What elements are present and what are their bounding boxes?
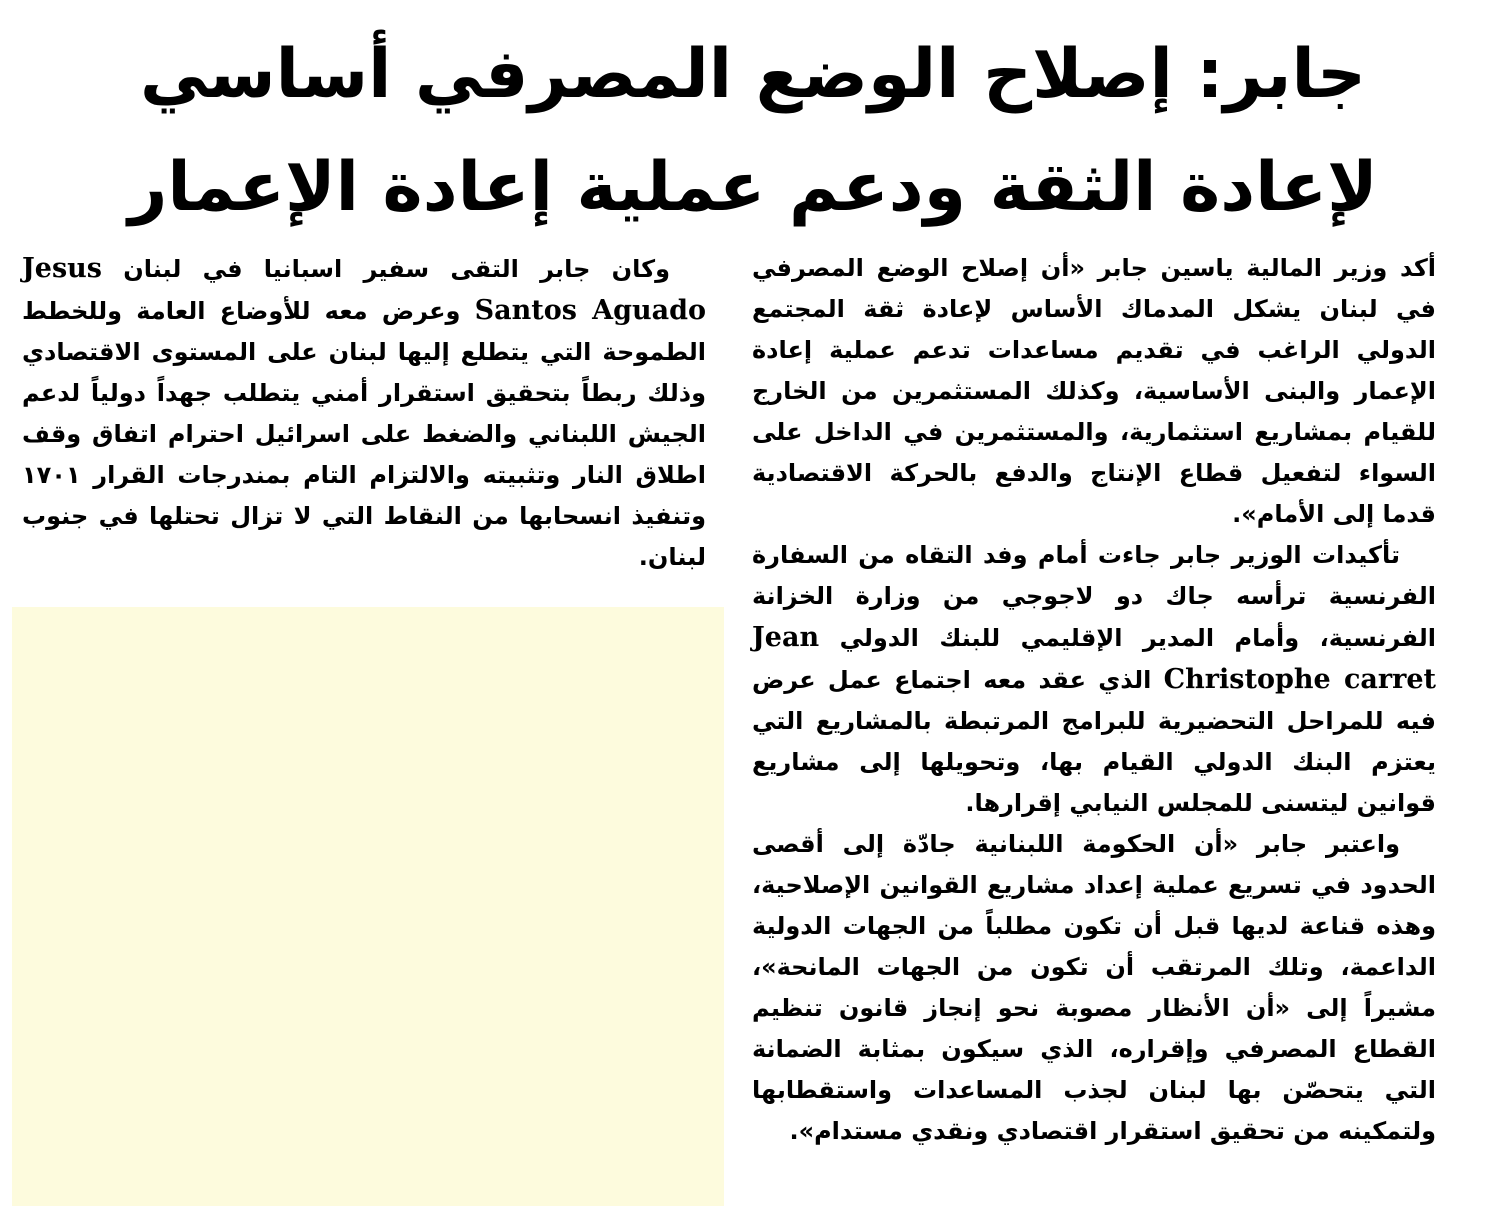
paragraph-2-text-end: الذي عقد معه اجتماع عمل عرض فيه للمراحل التحضيرية للبرامج المرتبطة بالمشاريع التي يعتزم البنك الدولي القيام بها، وتحويلها إلى مشاريع قوانين ليتسنى للمجلس النيابي إقرارها. bbox=[752, 666, 1436, 817]
paragraph-4-text-start: وكان جابر التقى سفير اسبانيا في لبنان bbox=[123, 255, 670, 283]
article-right-column bbox=[752, 248, 1436, 1152]
article-paragraph-1: أكد وزير المالية ياسين جابر «أن إصلاح الوضع المصرفي في لبنان يشكل المدماك الأساس لإعادة ثقة المجتمع الدولي الراغب في تقديم مساعدات تدعم عملية إعادة الإعمار والبنى الأساسية، وكذلك المستثمرين من الخارج للقيام بمشاريع استثمارية، والمستثمرين في الداخل على السواء لتفعيل قطاع الإنتاج والدفع بالحركة الاقتصادية قدما إلى الأمام». bbox=[752, 254, 1436, 528]
article-left-column bbox=[22, 248, 706, 578]
shaded-empty-area bbox=[12, 607, 724, 1206]
paragraph-4-text-end: وعرض معه للأوضاع العامة وللخطط الطموحة التي يتطلع إليها لبنان على المستوى الاقتصادي وذلك ربطاً بتحقيق استقرار أمني يتطلب جهداً دولياً لدعم الجيش اللبناني والضغط على اسرائيل احترام اتفاق وقف اطلاق النار وتثبيته والالتزام التام بمندرجات القرار ١٧٠١ وتنفيذ انسحابها من النقاط التي لا تزال تحتلها في جنوب لبنان. bbox=[22, 297, 706, 571]
article-paragraph-2 bbox=[752, 535, 1436, 824]
paragraph-2-text-start: تأكيدات الوزير جابر جاءت أمام وفد التقاه من السفارة الفرنسية ترأسه جاك دو لاجوجي من وزارة الخزانة الفرنسية، وأمام المدير الإقليمي للبنك الدولي bbox=[752, 541, 1436, 652]
article-paragraph-4 bbox=[22, 248, 706, 578]
headline-line-1: جابر: إصلاح الوضع المصرفي أساسي bbox=[140, 35, 1366, 114]
world-bank-director-name: Jean Christophe carret bbox=[752, 622, 1437, 695]
spanish-ambassador-name: Jesus Santos Aguado bbox=[22, 253, 707, 326]
headline-line-2: لإعادة الثقة ودعم عملية إعادة الإعمار bbox=[128, 148, 1378, 227]
article-paragraph-3: واعتبر جابر «أن الحكومة اللبنانية جادّة إلى أقصى الحدود في تسريع عملية إعداد مشاريع القوانين الإصلاحية، وهذه قناعة لديها قبل أن تكون مطلباً من الجهات الدولية الداعمة، وتلك المرتقب أن تكون من الجهات المانحة»، مشيراً إلى «أن الأنظار مصوبة نحو إنجاز قانون تنظيم القطاع المصرفي وإقراره، الذي سيكون بمثابة الضمانة التي يتحصّن بها لبنان لجذب المساعدات واستقطابها ولتمكينه من تحقيق استقرار اقتصادي ونقدي مستدام». bbox=[752, 830, 1436, 1145]
